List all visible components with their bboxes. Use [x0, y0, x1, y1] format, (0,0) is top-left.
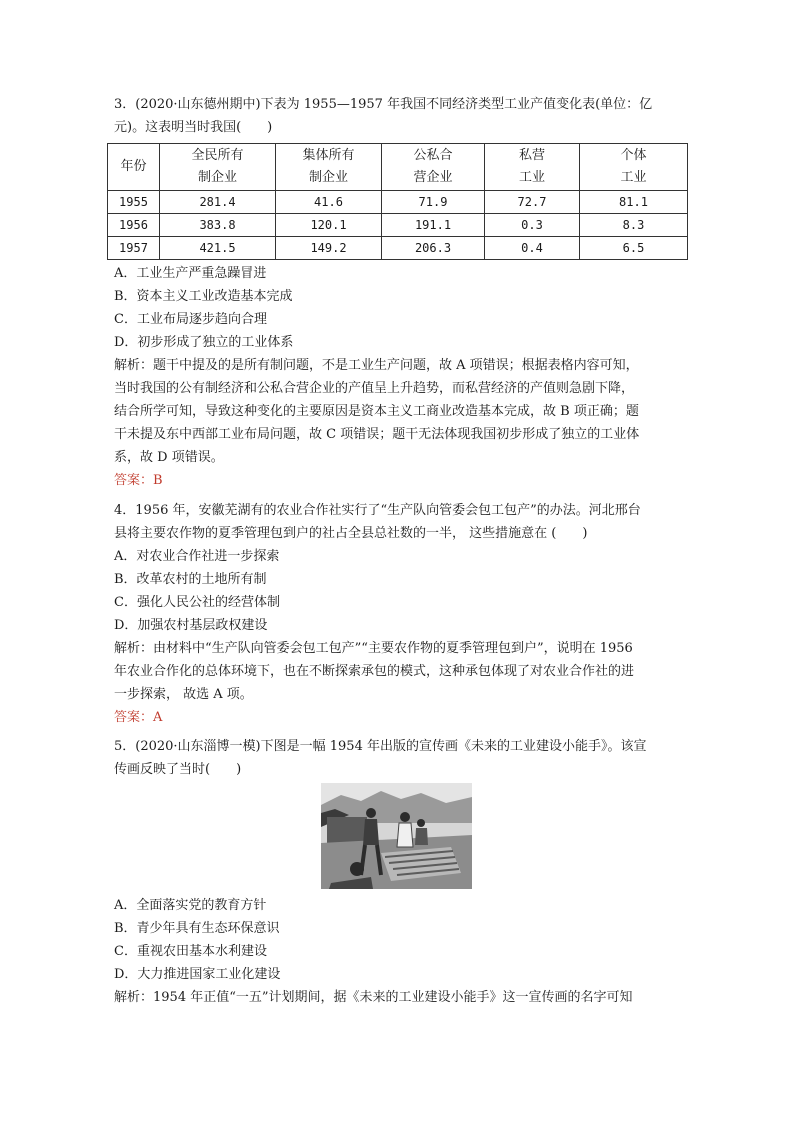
- q4-stem-line: 4．1956 年，安徽芜湖有的农业合作社实行了“生产队向管委会包工包产”的办法。河北邢台: [114, 503, 641, 518]
- q4-option-a: A．对农业合作社进一步探索: [114, 549, 280, 564]
- poster-illustration: [321, 783, 472, 889]
- q3-stem: [114, 93, 689, 139]
- q3-answer: 答案：B: [114, 473, 163, 488]
- table-cell: 383.8: [160, 214, 276, 237]
- table-row: [108, 237, 688, 260]
- header-state-owned: 全民所有 制企业: [160, 144, 276, 191]
- header-joint: 公私合 营企业: [382, 144, 485, 191]
- table-cell: 72.7: [485, 191, 580, 214]
- q3-analysis-line: 解析：题干中提及的是所有制问题，不是工业生产问题，故 A 项错误；根据表格内容可知，: [114, 358, 639, 373]
- q4-answer: 答案：A: [114, 710, 163, 725]
- industry-output-table: [107, 143, 688, 260]
- table-header-row: [108, 144, 688, 191]
- q4-analysis-line: 解析：由材料中“生产队向管委会包工包产”“主要农作物的夏季管理包到户”，说明在 1956: [114, 641, 633, 656]
- q4-analysis-line: 年农业合作化的总体环境下，也在不断探索承包的模式，这种承包体现了对农业合作社的进: [114, 664, 635, 679]
- header-individual: 个体 工业: [580, 144, 688, 191]
- table-cell: 1955: [108, 191, 160, 214]
- header-collective: 集体所有 制企业: [276, 144, 382, 191]
- q4-analysis-line: 一步探索， 故选 A 项。: [114, 687, 253, 702]
- propaganda-poster-image: [321, 783, 472, 889]
- table-cell: 206.3: [382, 237, 485, 260]
- table-cell: 6.5: [580, 237, 688, 260]
- q3-option-d: D．初步形成了独立的工业体系: [114, 335, 294, 350]
- table-cell: 281.4: [160, 191, 276, 214]
- q5-option-d: D．大力推进国家工业化建设: [114, 967, 281, 982]
- table-cell: 149.2: [276, 237, 382, 260]
- q4-option-c: C．强化人民公社的经营体制: [114, 595, 280, 610]
- table-cell: 1956: [108, 214, 160, 237]
- q3-option-a: A．工业生产严重急躁冒进: [114, 266, 267, 281]
- table-cell: 8.3: [580, 214, 688, 237]
- q5-option-b: B．青少年具有生态环保意识: [114, 921, 280, 936]
- q5-stem-line: 5．(2020·山东淄博一模)下图是一幅 1954 年出版的宣传画《未来的工业建设小能手》。该宣: [114, 739, 647, 754]
- q4-stem-line: 县将主要农作物的夏季管理包到户的社占全县总社数的一半， 这些措施意在 ( ): [114, 526, 588, 541]
- table-cell: 0.3: [485, 214, 580, 237]
- q5-option-a: A．全面落实党的教育方针: [114, 898, 267, 913]
- table-row: [108, 214, 688, 237]
- q5-analysis-line: 解析：1954 年正值“一五”计划期间，据《未来的工业建设小能手》这一宣传画的名字可知: [114, 990, 633, 1005]
- q4-body: [114, 499, 689, 729]
- q3-stem-line: 元)。这表明当时我国( ): [114, 120, 273, 135]
- q4-option-b: B．改革农村的土地所有制: [114, 572, 267, 587]
- table-cell: 71.9: [382, 191, 485, 214]
- table-cell: 1957: [108, 237, 160, 260]
- table-cell: 0.4: [485, 237, 580, 260]
- table-row: [108, 191, 688, 214]
- q3-stem-line: 3．(2020·山东德州期中)下表为 1955—1957 年我国不同经济类型工业产值变化表(单位：亿: [114, 97, 653, 112]
- table-cell: 421.5: [160, 237, 276, 260]
- table-cell: 191.1: [382, 214, 485, 237]
- table-cell: 81.1: [580, 191, 688, 214]
- q5-body: [114, 894, 689, 1009]
- q3-analysis-line: 干未提及东中西部工业布局问题，故 C 项错误；题干无法体现我国初步形成了独立的工业体: [114, 427, 640, 442]
- q3-body: [114, 262, 689, 492]
- table-cell: 120.1: [276, 214, 382, 237]
- q5-stem: [114, 735, 689, 781]
- header-private: 私营 工业: [485, 144, 580, 191]
- q3-analysis-line: 当时我国的公有制经济和公私合营企业的产值呈上升趋势，而私营经济的产值则急剧下降，: [114, 381, 635, 396]
- header-year: 年份: [108, 144, 160, 191]
- q5-stem-line: 传画反映了当时( ): [114, 762, 242, 777]
- q4-option-d: D．加强农村基层政权建设: [114, 618, 268, 633]
- q5-option-c: C．重视农田基本水利建设: [114, 944, 267, 959]
- q3-option-c: C．工业布局逐步趋向合理: [114, 312, 267, 327]
- q3-analysis-line: 系，故 D 项错误。: [114, 450, 224, 465]
- table-cell: 41.6: [276, 191, 382, 214]
- q3-analysis-line: 结合所学可知，导致这种变化的主要原因是资本主义工商业改造基本完成，故 B 项正确；题: [114, 404, 639, 419]
- q3-option-b: B．资本主义工业改造基本完成: [114, 289, 293, 304]
